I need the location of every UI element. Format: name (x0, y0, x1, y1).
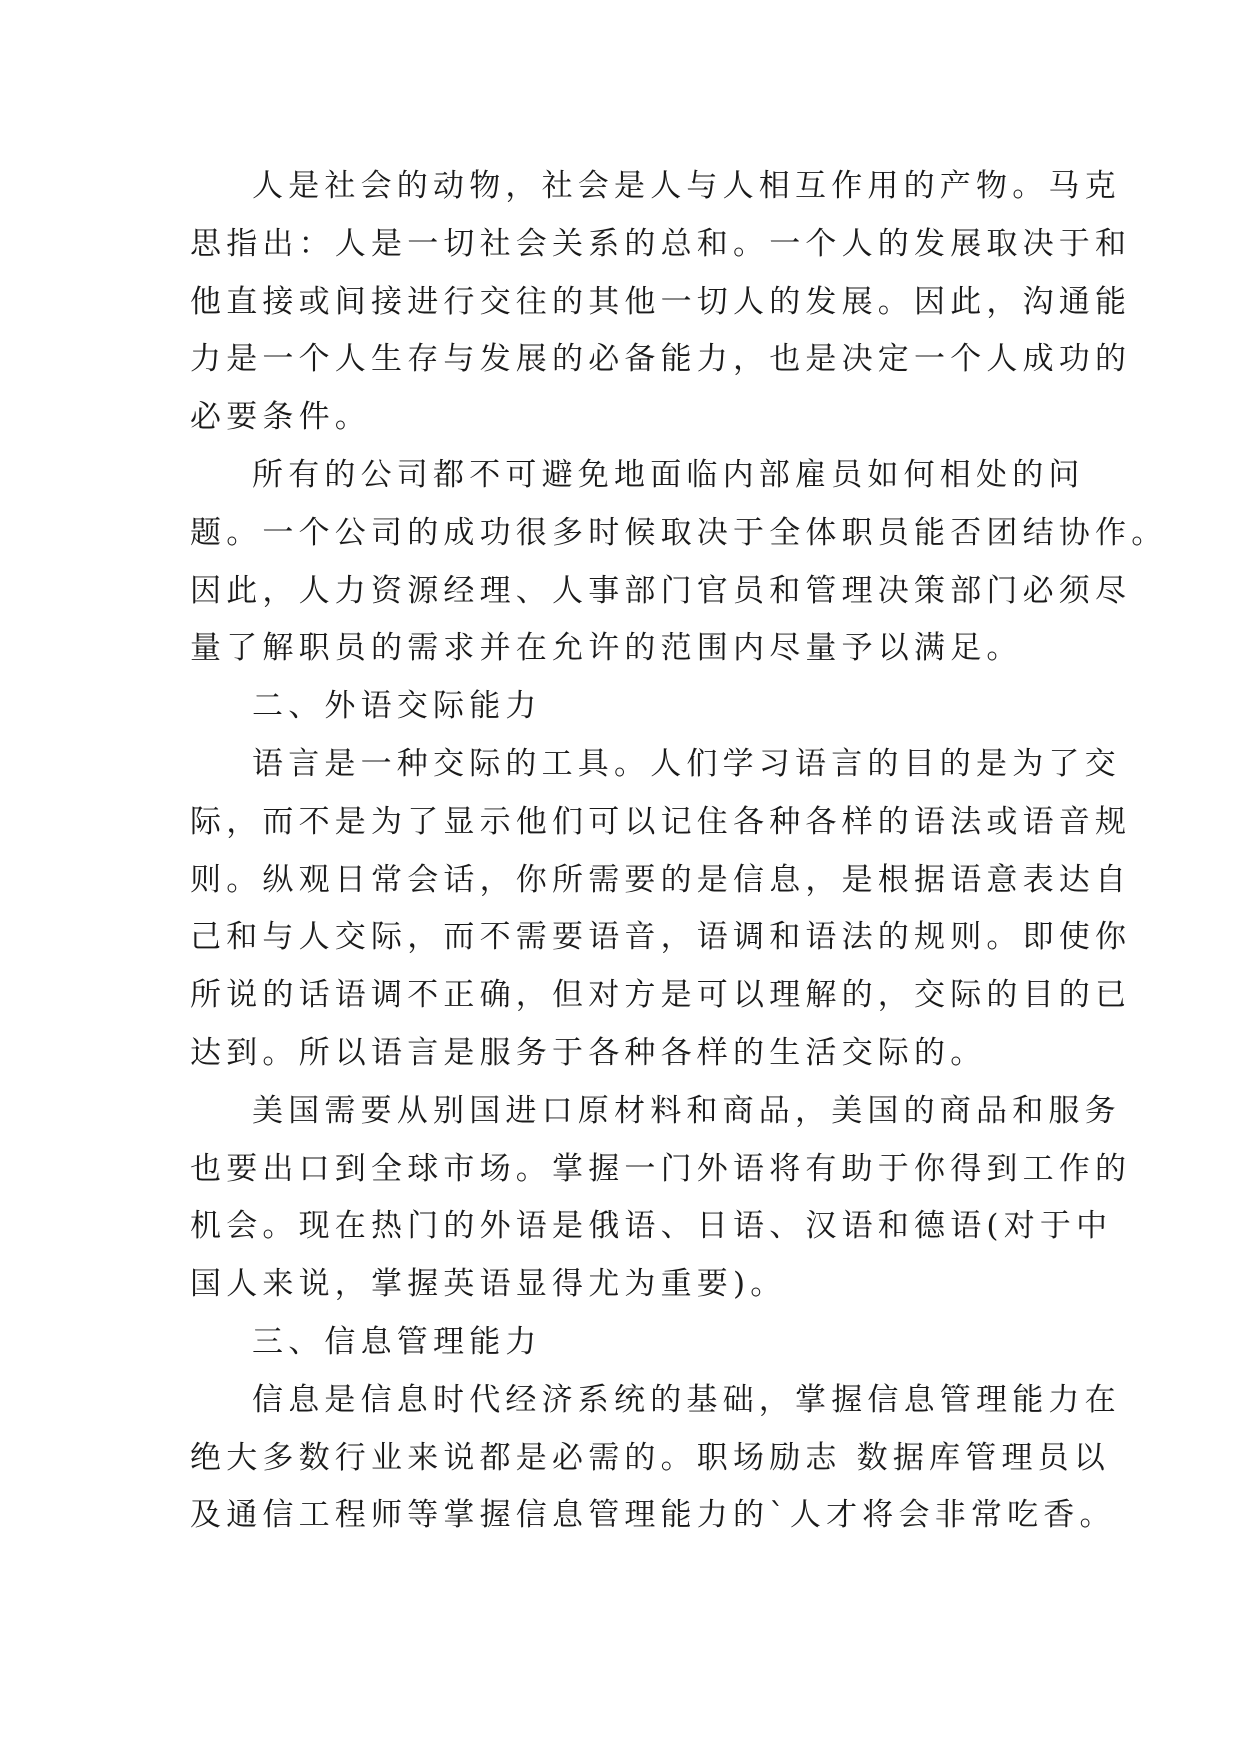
body-paragraph (190, 1372, 1121, 1545)
section-heading (190, 678, 1048, 736)
text-line: 国人来说，掌握英语显得尤为重要)。 (190, 1266, 787, 1303)
text-line: 际，而不是为了显示他们可以记住各种各样的语法或语音规 (190, 803, 1132, 840)
body-paragraph (190, 1083, 1132, 1314)
text-line: 己和与人交际，而不需要语音，语调和语法的规则。即使你 (190, 919, 1132, 956)
document-body (190, 158, 1168, 1545)
text-line: 量了解职员的需求并在允许的范围内尽量予以满足。 (190, 630, 1023, 667)
section-heading (190, 1314, 1048, 1372)
text-line: 力是一个人生存与发展的必备能力，也是决定一个人成功的 (190, 341, 1132, 378)
text-line: 达到。所以语言是服务于各种各样的生活交际的。 (190, 1034, 987, 1071)
text-line: 思指出：人是一切社会关系的总和。一个人的发展取决于和 (190, 225, 1132, 262)
text-line: 三、信息管理能力 (252, 1323, 542, 1360)
body-paragraph (190, 158, 1132, 447)
text-line: 机会。现在热门的外语是俄语、日语、汉语和德语(对于中 (190, 1208, 1113, 1245)
text-line: 及通信工程师等掌握信息管理能力的`人才将会非常吃香。 (190, 1497, 1116, 1534)
text-line: 他直接或间接进行交往的其他一切人的发展。因此，沟通能 (190, 283, 1132, 320)
text-line: 所有的公司都不可避免地面临内部雇员如何相处的问 (252, 456, 1085, 493)
text-line: 美国需要从别国进口原材料和商品，美国的商品和服务 (252, 1092, 1121, 1129)
text-line: 必要条件。 (190, 399, 371, 436)
body-paragraph (190, 447, 1168, 678)
text-line: 信息是信息时代经济系统的基础，掌握信息管理能力在 (252, 1381, 1121, 1418)
text-line: 语言是一种交际的工具。人们学习语言的目的是为了交 (252, 745, 1121, 782)
text-line: 人是社会的动物，社会是人与人相互作用的产物。马克 (252, 168, 1121, 204)
text-line: 则。纵观日常会话，你所需要的是信息，是根据语意表达自 (190, 861, 1132, 898)
text-line: 二、外语交际能力 (252, 688, 542, 725)
text-line: 因此，人力资源经理、人事部门官员和管理决策部门必须尽 (190, 572, 1132, 609)
text-line: 也要出口到全球市场。掌握一门外语将有助于你得到工作的 (190, 1150, 1132, 1187)
body-paragraph (190, 736, 1132, 1083)
text-line: 题。一个公司的成功很多时候取决于全体职员能否团结协作。 (190, 514, 1168, 551)
text-line: 绝大多数行业来说都是必需的。职场励志 数据库管理员以 (190, 1439, 1111, 1476)
text-line: 所说的话语调不正确，但对方是可以理解的，交际的目的已 (190, 977, 1132, 1014)
